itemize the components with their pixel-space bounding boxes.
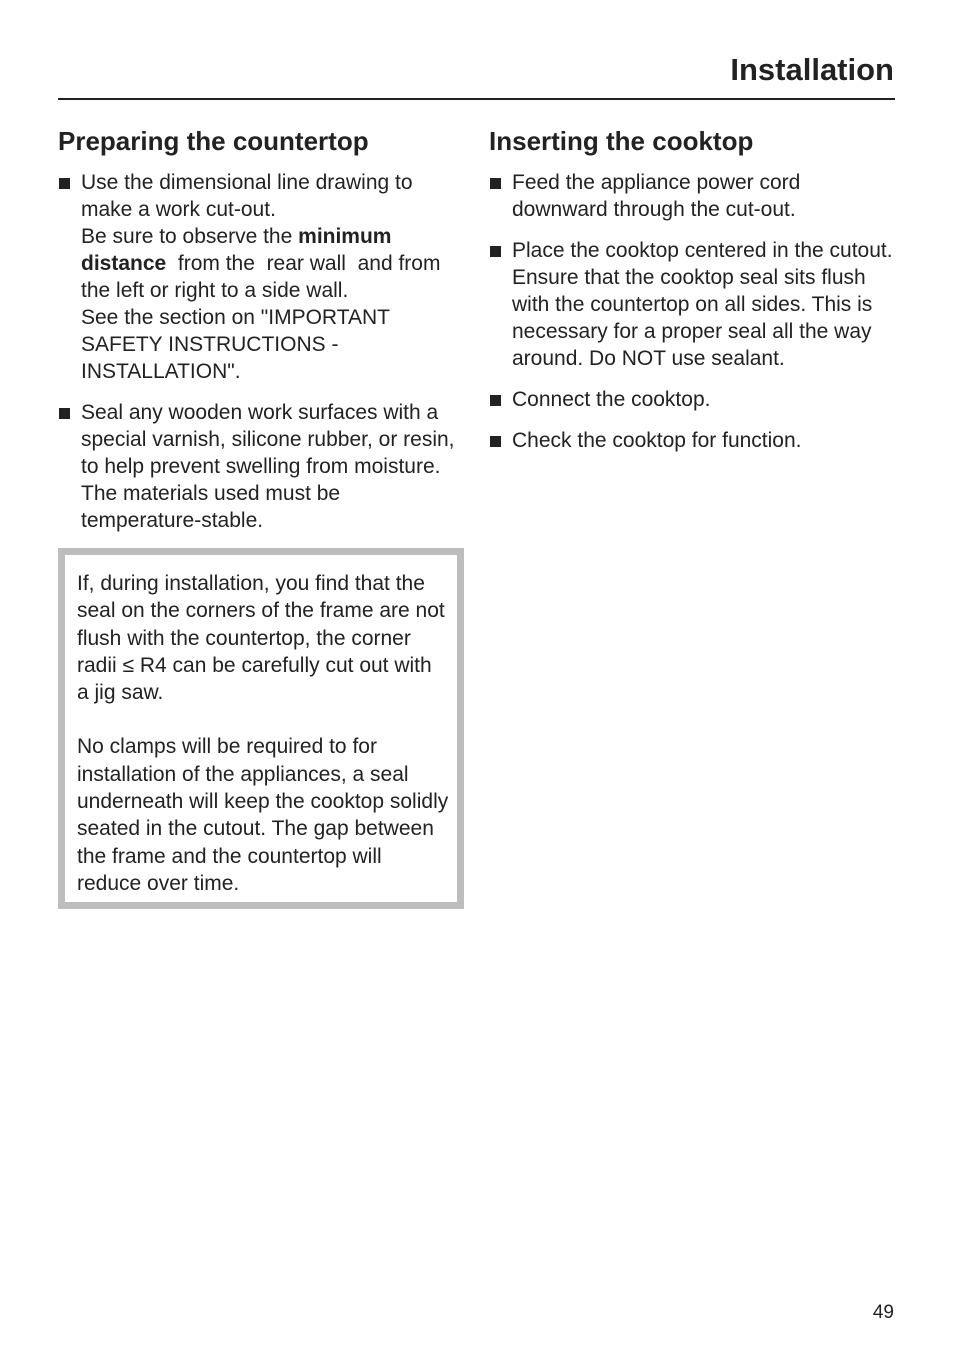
item-text: Feed the appliance power cord downward through the cut-out. — [512, 171, 801, 221]
square-bullet-icon — [490, 436, 501, 447]
list-item — [58, 399, 466, 534]
item-text: The materials used must be temperature-stable. — [81, 482, 341, 532]
page-title: Installation — [730, 52, 894, 87]
list-item — [489, 427, 899, 454]
list-item — [58, 169, 466, 385]
item-text: Be sure to observe the minimum distance from the rear wall and from the left or right to a side wall. — [81, 225, 447, 302]
square-bullet-icon — [490, 246, 501, 257]
section-heading-inserting: Inserting the cooktop — [489, 126, 754, 156]
square-bullet-icon — [59, 408, 70, 419]
item-text: Connect the cooktop. — [512, 388, 711, 411]
right-column — [489, 122, 899, 468]
note-box — [58, 548, 464, 909]
header-divider — [58, 98, 895, 100]
item-text: Check the cooktop for function. — [512, 429, 802, 452]
list-item — [489, 169, 899, 223]
square-bullet-icon — [490, 395, 501, 406]
square-bullet-icon — [490, 178, 501, 189]
left-column — [58, 122, 466, 909]
item-text: Place the cooktop centered in the cutout. Ensure that the cooktop seal sits flush with the countertop on all sides. This is necessary for a proper seal all the way around. Do NOT use sealant. — [512, 239, 893, 370]
inserting-list — [489, 169, 899, 454]
item-text: Use the dimensional line drawing to make a work cut-out. — [81, 171, 413, 221]
preparing-list — [58, 169, 466, 534]
item-text: See the section on "IMPORTANT SAFETY INSTRUCTIONS - INSTALLATION". — [81, 306, 390, 383]
item-text: Seal any wooden work surfaces with a special varnish, silicone rubber, or resin, to help prevent swelling from moisture. — [81, 401, 455, 478]
note-paragraph: No clamps will be required to for installation of the appliances, a seal underneath will keep the cooktop solidly seated in the cutout. The gap between the frame and the countertop will reduce over time. — [77, 735, 449, 895]
section-heading-preparing: Preparing the countertop — [58, 126, 369, 156]
page-number: 49 — [872, 1302, 894, 1323]
square-bullet-icon — [59, 178, 70, 189]
note-paragraph: If, during installation, you find that the seal on the corners of the frame are not flush with the countertop, the corner radii ≤ R4 can be carefully cut out with a jig saw. — [77, 572, 445, 705]
list-item — [489, 386, 899, 413]
emphasis-text: minimum distance — [81, 225, 392, 275]
list-item — [489, 237, 899, 372]
